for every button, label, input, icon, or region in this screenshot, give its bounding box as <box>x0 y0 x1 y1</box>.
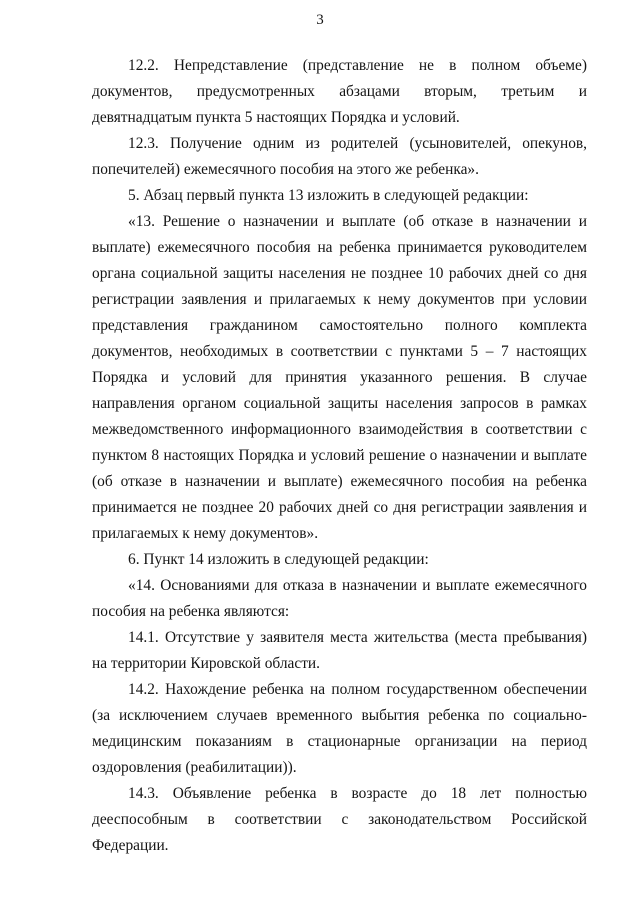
paragraph-14-3: 14.3. Объявление ребенка в возрасте до 18 лет полностью дееспособным в соответствии с законодательством Российской Федерации. <box>92 785 587 854</box>
paragraph-amendment-6: 6. Пункт 14 изложить в следующей редакции: <box>128 551 429 568</box>
paragraph-12-3: 12.3. Получение одним из родителей (усыновителей, опекунов, попечителей) ежемесячного пособия на этого же ребенка». <box>92 135 587 178</box>
paragraph-amendment-5: 5. Абзац первый пункта 13 изложить в следующей редакции: <box>128 187 529 204</box>
paragraph-12-2: 12.2. Непредставление (представление не в полном объеме) документов, предусмотренных абзацами вторым, третьим и девятнадцатым пункта 5 настоящих Порядка и условий. <box>92 57 587 126</box>
paragraph-13: «13. Решение о назначении и выплате (об отказе в назначении и выплате) ежемесячного пособия на ребенка принимается руководителем органа социальной защиты населения не позднее 10 рабочих дней со дня регистрации заявления и прилагаемых к нему документов при условии представления гражданином самостоятельно полного комплекта документов, необходимых в соответствии с пунктами 5 – 7 настоящих Порядка и условий для принятия указанного решения. В случае направления органом социальной защиты населения запросов в рамках межведомственного информационного взаимодействия в соответствии с пунктом 8 настоящих Порядка и условий решение о назначении и выплате (об отказе в назначении и выплате) ежемесячного пособия на ребенка принимается не позднее 20 рабочих дней со дня регистрации заявления и прилагаемых к нему документов». <box>92 213 587 542</box>
paragraph-14-2: 14.2. Нахождение ребенка на полном государственном обеспечении (за исключением случаев временного выбытия ребенка по социально-медицинским показаниям в стационарные организации на период оздоровления (реабилитации)). <box>92 681 587 776</box>
paragraph-14-1: 14.1. Отсутствие у заявителя места жительства (места пребывания) на территории Кировской области. <box>92 629 587 672</box>
page-number: 3 <box>316 12 324 28</box>
paragraph-14: «14. Основаниями для отказа в назначении и выплате ежемесячного пособия на ребенка являются: <box>92 577 587 620</box>
document-body <box>92 53 587 859</box>
